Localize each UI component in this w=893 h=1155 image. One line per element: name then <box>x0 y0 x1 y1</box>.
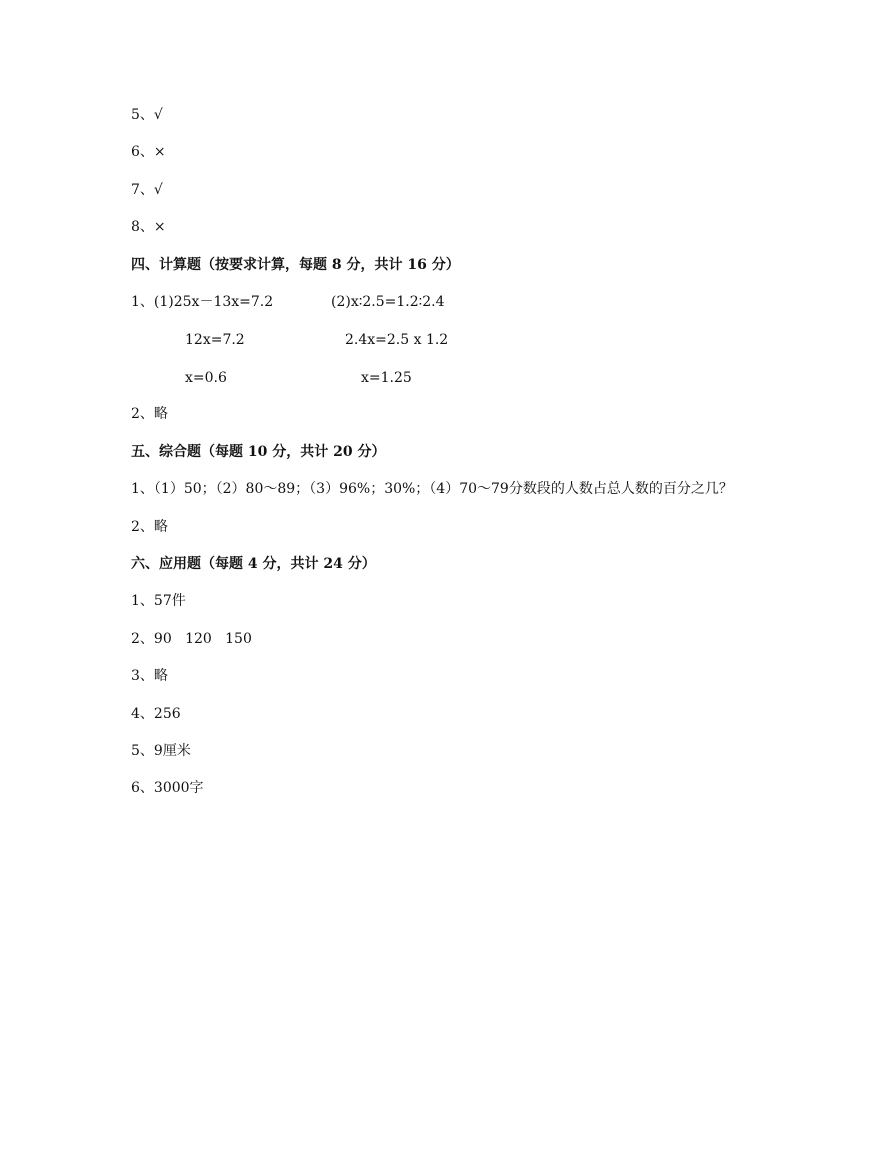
equation-step: 12x=7.2 <box>185 332 245 348</box>
equation-step: 2.4x=2.5 x 1.2 <box>345 332 449 348</box>
section-heading: 六、应用题（每题 4 分，共计 24 分） <box>131 556 376 572</box>
answer-line: 5、9厘米 <box>131 743 191 759</box>
answer-line: 1、（1）50；（2）80～89；（3）96%；30%；（4）70～79分数段的人数占总人数的百分之几？ <box>131 481 733 497</box>
answer-line: 4、256 <box>131 706 181 722</box>
answer-line: 6、3000字 <box>131 780 204 796</box>
answer-line: 1、57件 <box>131 593 186 609</box>
answer-line: 7、√ <box>131 182 163 198</box>
equation-step: 1、(1)25x－13x=7.2 <box>131 294 274 310</box>
section-heading: 四、计算题（按要求计算，每题 8 分，共计 16 分） <box>131 257 460 273</box>
answer-line: 6、× <box>131 144 166 160</box>
section-heading: 五、综合题（每题 10 分，共计 20 分） <box>131 444 386 460</box>
equation-step: x=0.6 <box>185 370 227 386</box>
answer-line: 8、× <box>131 219 166 235</box>
answer-line: 2、90 120 150 <box>131 631 252 647</box>
answer-line: 3、略 <box>131 668 168 684</box>
answer-line: 5、√ <box>131 107 163 123</box>
answer-line: 2、略 <box>131 519 168 535</box>
equation-step: (2)x∶2.5=1.2∶2.4 <box>331 294 445 310</box>
answer-line: 2、略 <box>131 406 168 422</box>
equation-step: x=1.25 <box>361 370 412 386</box>
